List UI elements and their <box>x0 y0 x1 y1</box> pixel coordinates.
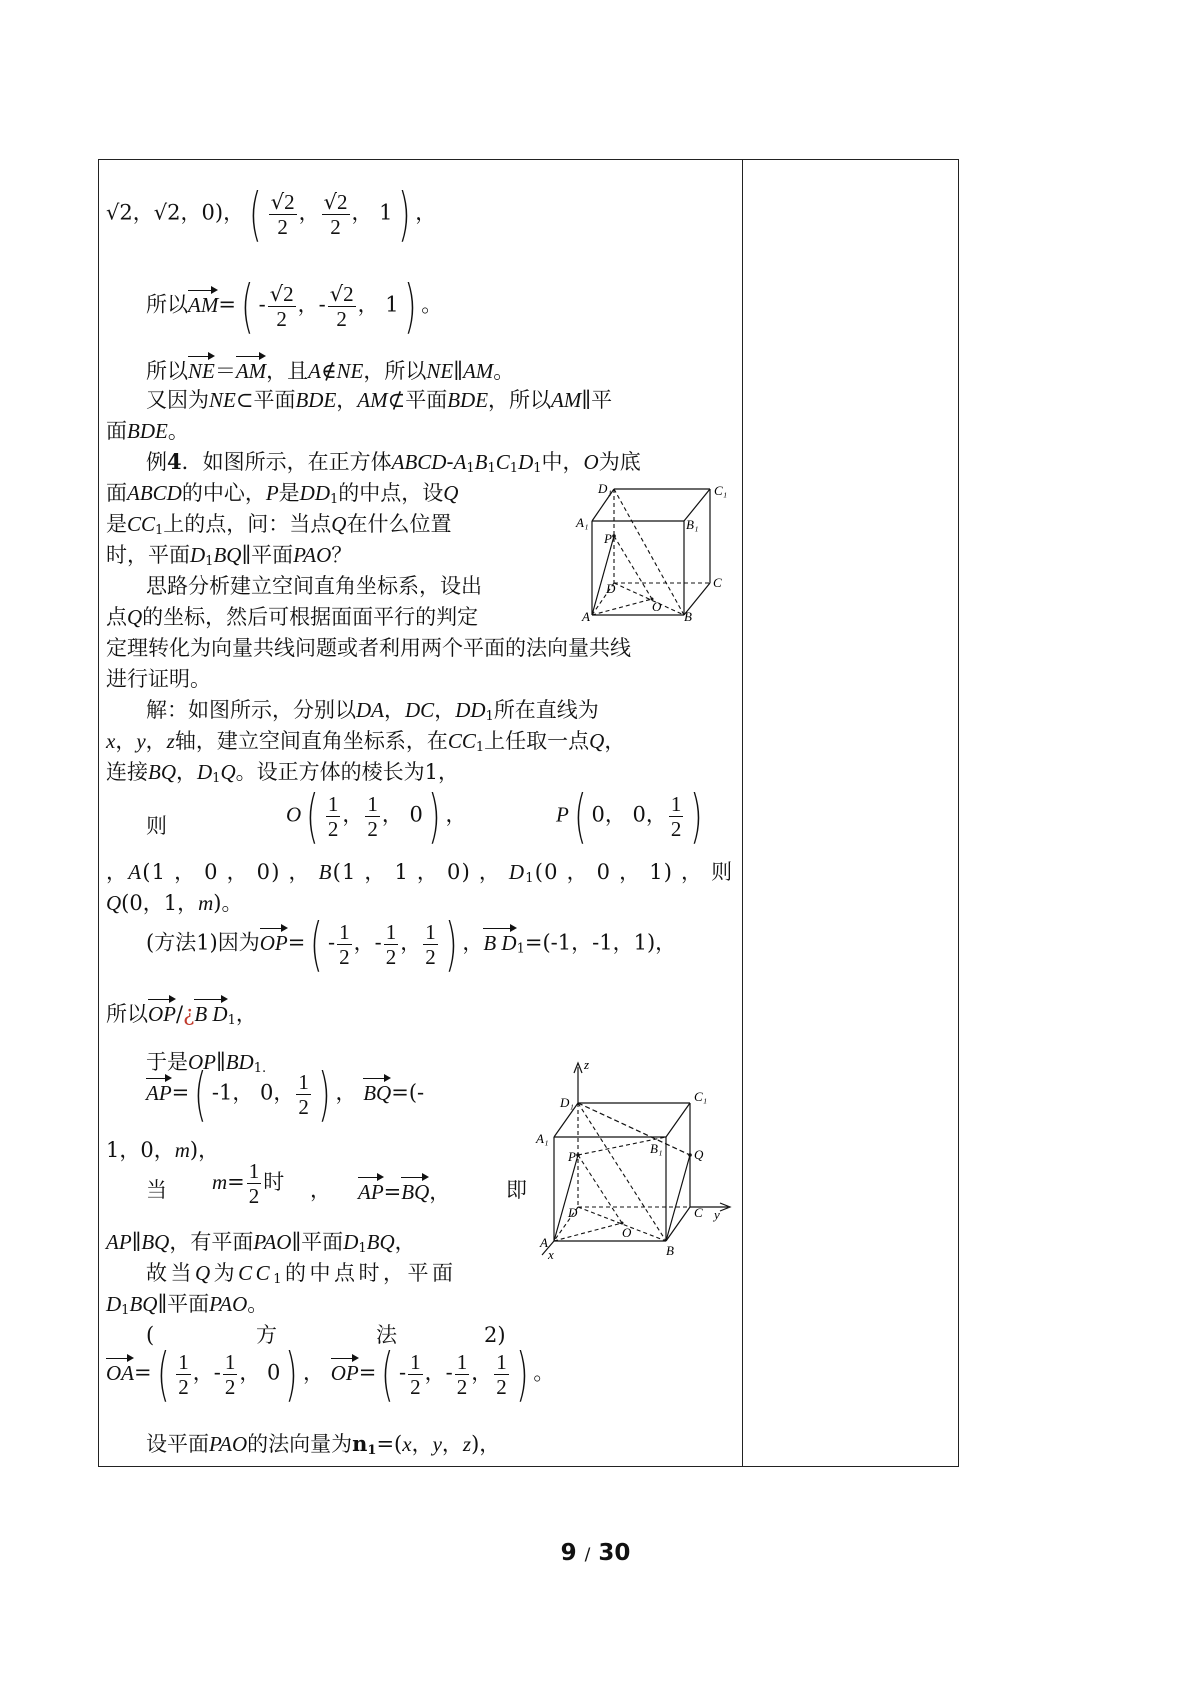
line-17-then: 则 <box>146 814 167 838</box>
label-B1-2: B₁ <box>650 1141 663 1156</box>
line-9: 时，平面$D_1BQ\parallel$平面PAO？ <box>106 543 353 569</box>
label-C1-2: C₁ <box>694 1089 708 1104</box>
line-18: ，A(1 ， 0 ， 0) ， B(1 ， 1 ， 0) ， $D_1(0$ ， 0 ， 1) ， 则 <box>106 860 734 886</box>
label-z: z <box>584 1057 590 1072</box>
line-25-ji: 即 <box>506 1178 527 1202</box>
label-P-2: P <box>568 1149 576 1164</box>
line-25-eq: AP=BQ， <box>358 1175 450 1207</box>
label-A1-2: A₁ <box>536 1131 549 1146</box>
label-B: B <box>684 609 692 624</box>
line-7: 面ABCD的中心，P是$DD_1$的中点，设Q <box>106 481 459 507</box>
page-number: 9 / 30 <box>560 1540 631 1566</box>
line-25-m: m= $\frac{1}{2}$ 时 <box>212 1159 285 1208</box>
label-x: x <box>548 1247 554 1262</box>
label-O-2: O <box>622 1225 632 1240</box>
line-23: AP=( -1， 0， $\frac{1}{2}$ ) ， BQ=(- <box>146 1060 425 1128</box>
line-6: 例4．如图所示，在正方体ABCD-$A_1B_1C_1D_1$中，O为底 <box>146 449 641 476</box>
line-3: 所以NE＝AM，且A∉NE，所以NE∥AM。 <box>146 354 514 386</box>
label-B1: B₁ <box>686 517 699 532</box>
label-C: C <box>713 575 722 590</box>
line-20: (方法1)因为OP=( - $\frac{1}{2}$ ，- $\frac{1}{2}$ ， $\frac{1}{2}$ ) ，B $D_1=(-1$，-1，1)， <box>146 910 677 978</box>
line-29-a: ( <box>146 1323 155 1347</box>
label-P: P <box>604 531 612 546</box>
point-P: P( 0， 0， $\frac{1}{2}$ ) <box>556 782 703 850</box>
line-29-c: 法 <box>376 1323 397 1347</box>
label-Q-2: Q <box>694 1147 704 1162</box>
line-13: 进行证明。 <box>106 667 211 691</box>
line-28: $D_1BQ\parallel$平面PAO。 <box>106 1292 269 1318</box>
main-cell <box>98 159 742 1467</box>
label-D1-2: D₁ <box>560 1095 574 1110</box>
point-O: O( $\frac{1}{2}$ ， $\frac{1}{2}$ ， 0) ， <box>286 782 467 850</box>
label-y: y <box>714 1207 720 1222</box>
line-11: 点Q的坐标，然后可根据面面平行的判定 <box>106 605 479 629</box>
label-C-2: C <box>694 1205 703 1220</box>
line-29-d: 2) <box>484 1323 506 1347</box>
line-26: AP∥BQ，有平面PAO∥平面$D_1BQ$， <box>106 1230 416 1256</box>
cube-figure-2 <box>534 1057 740 1262</box>
label-B-2: B <box>666 1243 674 1258</box>
line-1: √2，√2，0)，( $\frac{√2}{2}$ ， $\frac{√2}{2}$ ， 1) ， <box>106 180 437 248</box>
line-25-comma: ， <box>310 1178 331 1202</box>
label-D1: D₁ <box>598 481 612 496</box>
line-5: 面BDE。 <box>106 419 189 443</box>
label-A-2: A <box>540 1235 548 1250</box>
line-4: 又因为NE⊂平面BDE，AM⊄平面BDE，所以AM∥平 <box>146 388 613 412</box>
label-D-2: D <box>568 1205 578 1220</box>
line-24: 1，0，m)， <box>106 1138 220 1162</box>
label-A: A <box>582 609 590 624</box>
line-21: 所以OP/¿B $D_1$， <box>106 997 257 1029</box>
label-C1: C₁ <box>714 483 728 498</box>
line-15: x，y，z轴，建立空间直角坐标系，在$CC_1$上任取一点Q， <box>106 729 626 755</box>
line-2: 所以AM=( - $\frac{√2}{2}$ ，- $\frac{√2}{2}$ ， 1) 。 <box>146 272 443 340</box>
cube-figure-1 <box>576 481 742 624</box>
line-25: 当 <box>146 1178 167 1202</box>
line-22: 于是$OP\parallel BD_{1.}$ <box>146 1050 267 1076</box>
line-19: Q(0，1，m)。 <box>106 891 243 915</box>
label-A1: A₁ <box>576 515 589 530</box>
label-O: O <box>652 599 662 614</box>
line-27: 故当Q为$CC_1$的中点时，平面 <box>146 1261 457 1287</box>
column-divider <box>742 159 743 1467</box>
line-10: 思路分析建立空间直角坐标系，设出 <box>146 574 482 598</box>
line-30: OA=( $\frac{1}{2}$ ，- $\frac{1}{2}$ ， 0) ， OP=( - $\frac{1}{2}$ ，- $\frac{1}{2}$ ， $\frac{1}{2}$ ) 。 <box>106 1340 555 1408</box>
line-12: 定理转化为向量共线问题或者利用两个平面的法向量共线 <box>106 636 631 660</box>
line-14: 解：如图所示，分别以DA，DC，$DD_1$所在直线为 <box>146 698 599 724</box>
label-D: D <box>606 581 616 596</box>
line-29-b: 方 <box>256 1323 277 1347</box>
line-16: 连接BQ，$D_1Q$。设正方体的棱长为1， <box>106 760 459 786</box>
line-8: 是$CC_1$上的点，问：当点Q在什么位置 <box>106 512 452 538</box>
line-31: 设平面PAO的法向量为$n_1=(x$，y，z)， <box>146 1431 501 1458</box>
